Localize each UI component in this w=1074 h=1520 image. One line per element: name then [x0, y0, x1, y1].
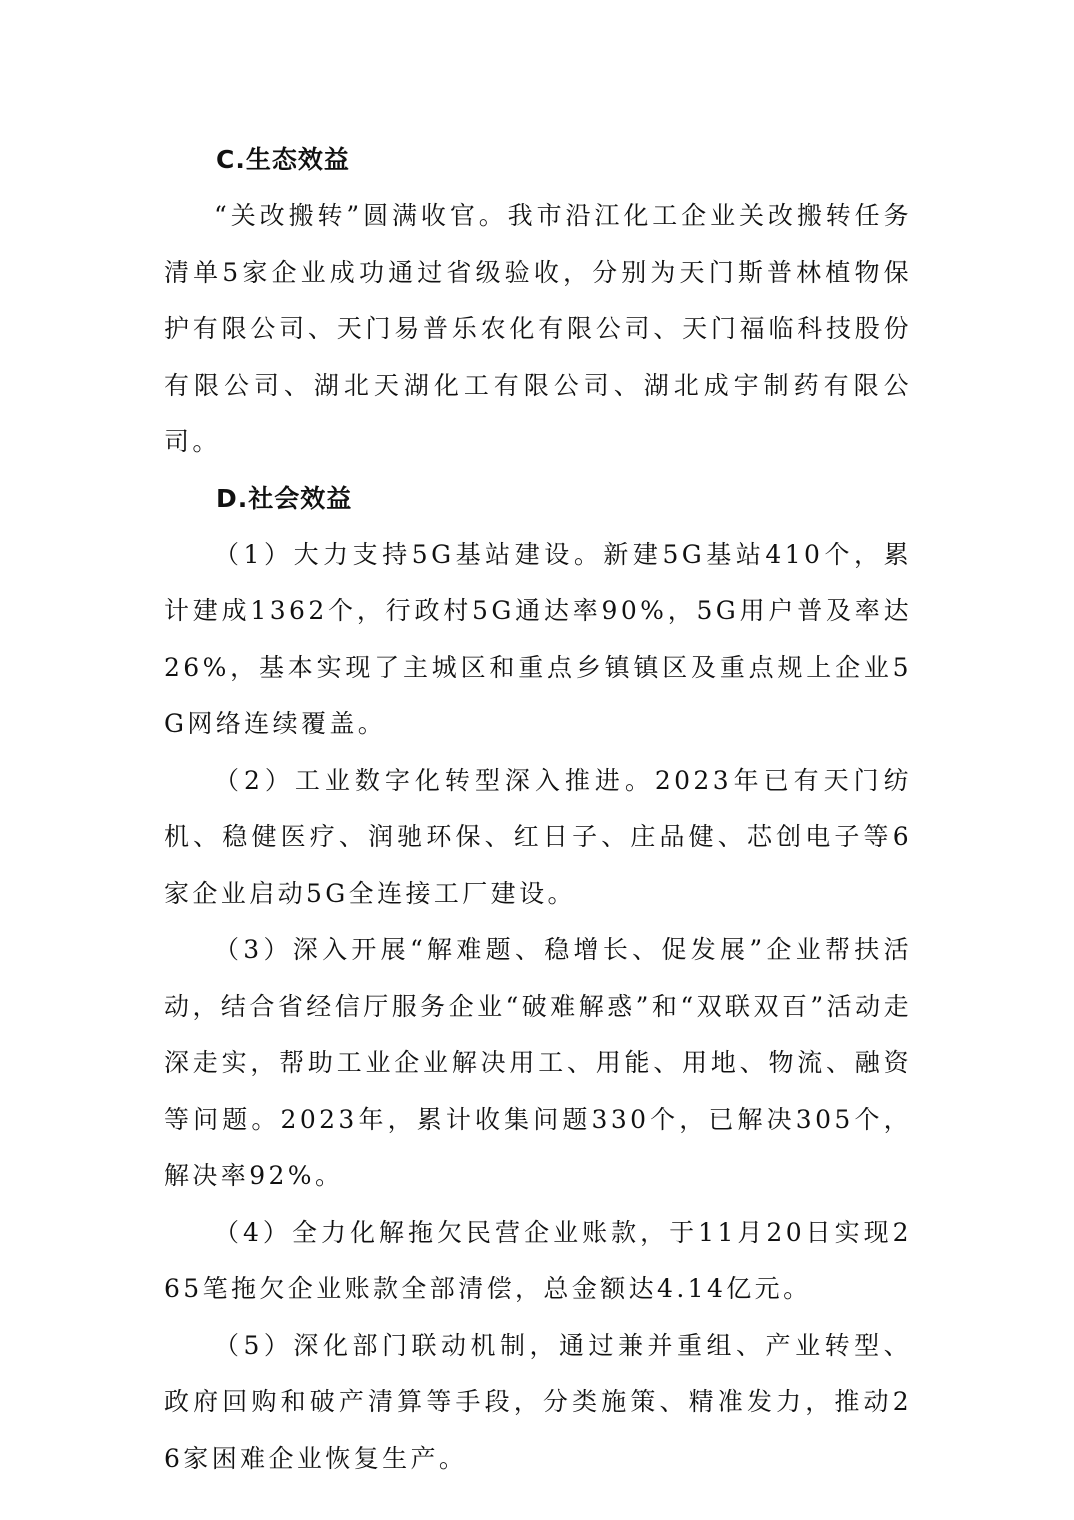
section-d-item-2: （2）工业数字化转型深入推进。2023年已有天门纺机、稳健医疗、润驰环保、红日子、庄品健、芯创电子等6家企业启动5G全连接工厂建设。	[164, 765, 912, 908]
section-d-item-4: （4）全力化解拖欠民营企业账款，于11月20日实现265笔拖欠企业账款全部清偿，总金额达4.14亿元。	[164, 1217, 912, 1303]
section-d-item-1: （1）大力支持5G基站建设。新建5G基站410个，累计建成1362个，行政村5G通达率90%，5G用户普及率达26%，基本实现了主城区和重点乡镇镇区及重点规上企业5G网络连续覆盖。	[164, 539, 912, 738]
document-body	[164, 132, 912, 1487]
section-d-heading: D.社会效益	[216, 483, 353, 513]
section-c-paragraph-1: “关改搬转”圆满收官。我市沿江化工企业关改搬转任务清单5家企业成功通过省级验收，分别为天门斯普林植物保护有限公司、天门易普乐农化有限公司、天门福临科技股份有限公司、湖北天湖化工有限公司、湖北成宇制药有限公司。	[164, 201, 912, 456]
section-d-item-5: （5）深化部门联动机制，通过兼并重组、产业转型、政府回购和破产清算等手段，分类施策、精准发力，推动26家困难企业恢复生产。	[164, 1330, 912, 1473]
section-d-item-3: （3）深入开展“解难题、稳增长、促发展”企业帮扶活动，结合省经信厅服务企业“破难解惑”和“双联双百”活动走深走实，帮助工业企业解决用工、用能、用地、物流、融资等问题。2023年，累计收集问题330个，已解决305个，解决率92%。	[164, 935, 912, 1190]
section-c-heading: C.生态效益	[216, 145, 350, 174]
